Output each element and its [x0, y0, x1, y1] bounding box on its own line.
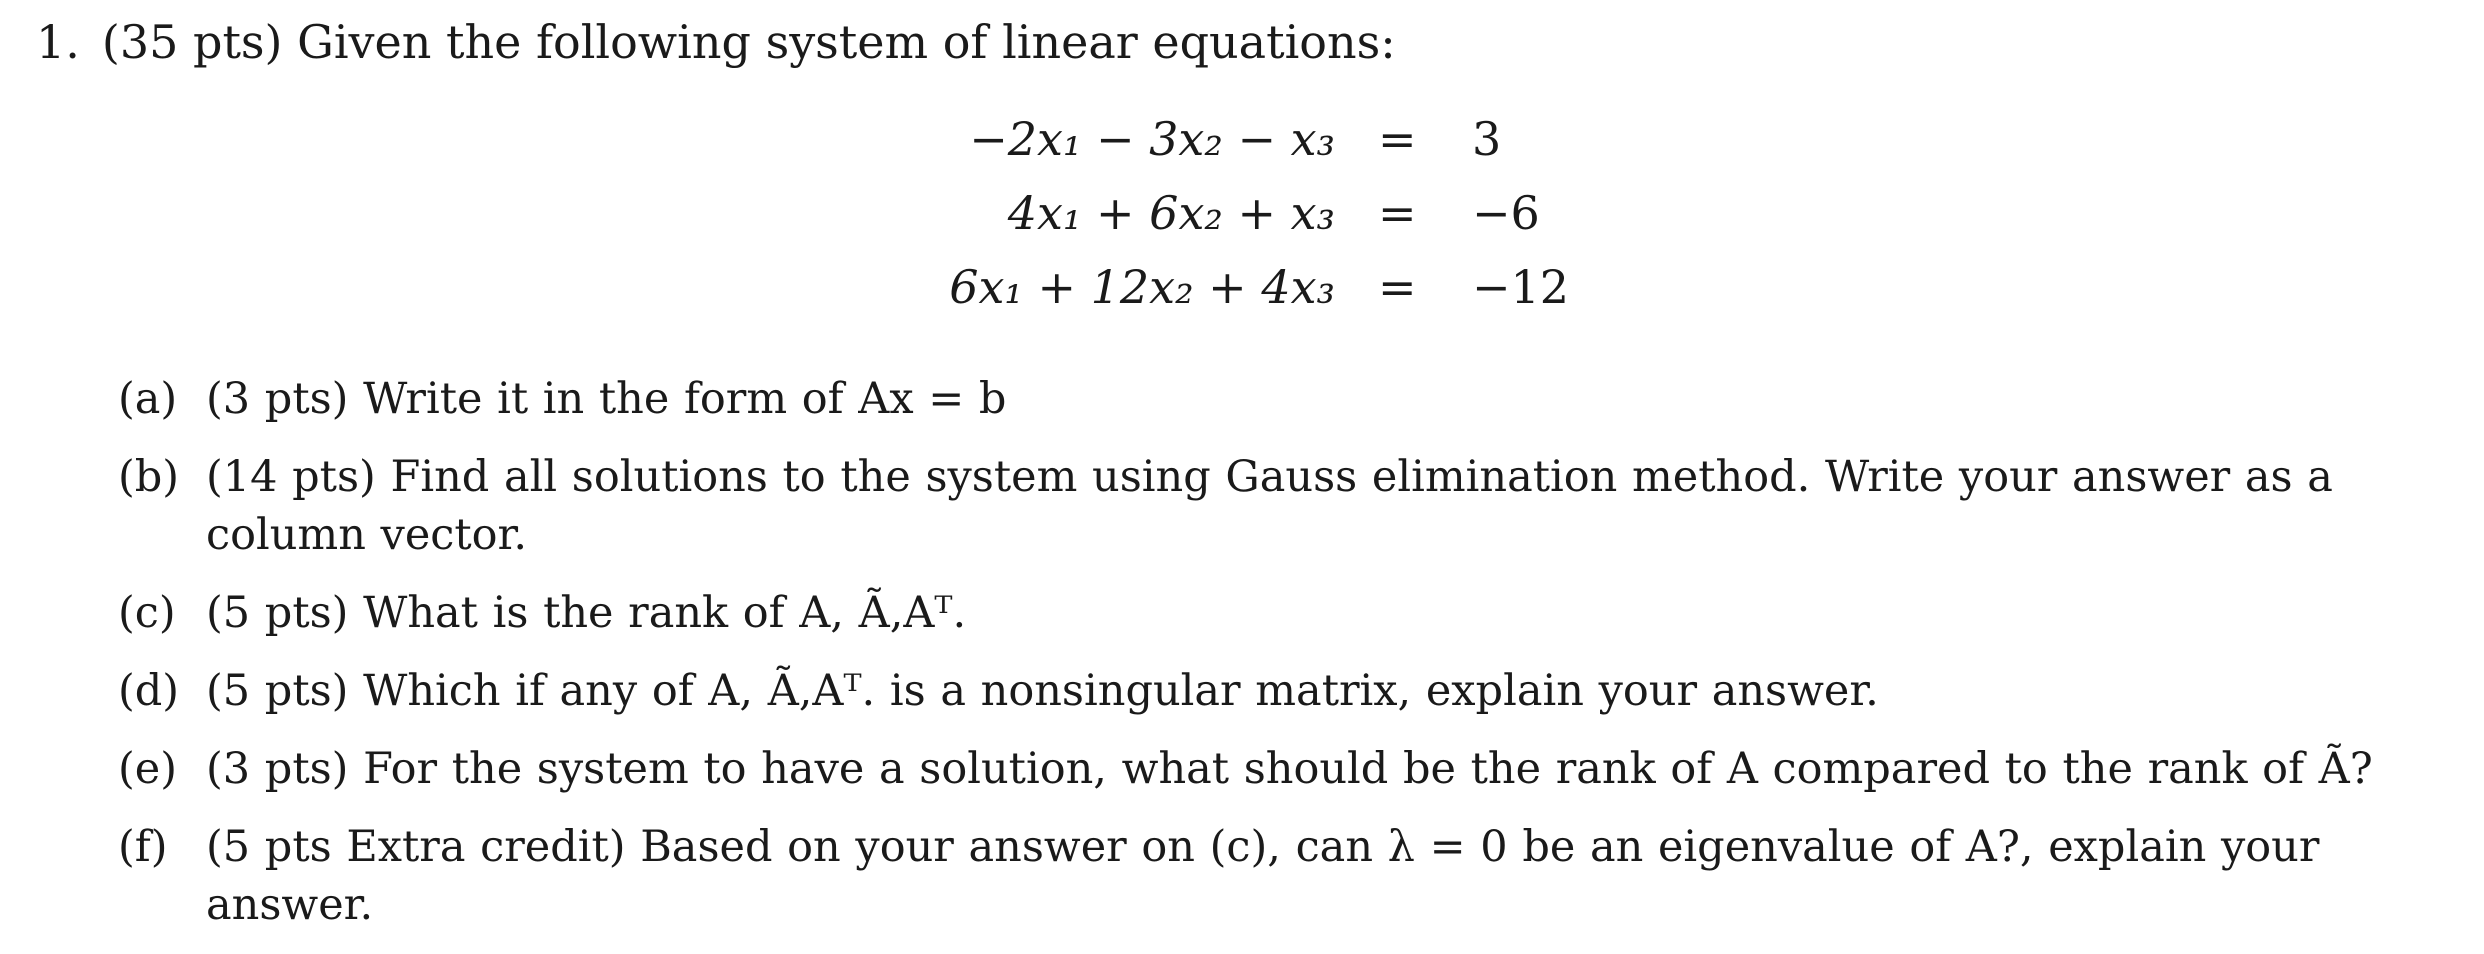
problem-header — [36, 10, 1396, 74]
part-text: (5 pts) Which if any of A, Ã,Aᵀ. is a nonsingular matrix, explain your answer. — [206, 666, 1879, 716]
part-text: (3 pts) Write it in the form of Ax = b — [206, 374, 1007, 424]
part-text: (14 pts) Find all solutions to the system using Gauss elimination method. Write your answer as a column vector. — [206, 452, 2333, 560]
question-parts — [118, 370, 2458, 954]
equation-lhs: −2x₁ − 3x₂ − x₃ — [969, 112, 1335, 166]
equation-lhs: 4x₁ + 6x₂ + x₃ — [1007, 186, 1335, 240]
equals-sign: = — [1378, 112, 1417, 166]
problem-heading: (35 pts) Given the following system of linear equations: — [101, 15, 1396, 69]
part-text: (5 pts Extra credit) Based on your answer on (c), can λ = 0 be an eigenvalue of A?, explain your answer. — [206, 822, 2320, 930]
equals-sign: = — [1378, 260, 1417, 314]
part-text: (5 pts) What is the rank of A, Ã,Aᵀ. — [206, 588, 967, 638]
question-part-f — [118, 818, 2458, 934]
part-label: (f) — [118, 822, 168, 872]
equals-sign: = — [1378, 186, 1417, 240]
question-part-b — [118, 448, 2458, 564]
equation-rhs: 3 — [1472, 112, 1502, 166]
equation-row — [900, 112, 1660, 186]
part-label: (a) — [118, 374, 178, 424]
question-part-a — [118, 370, 2458, 428]
part-label: (b) — [118, 452, 180, 502]
equation-row — [900, 186, 1660, 260]
equation-rhs: −12 — [1472, 260, 1570, 314]
question-part-d — [118, 662, 2458, 720]
part-label: (e) — [118, 744, 177, 794]
part-text: (3 pts) For the system to have a solution, what should be the rank of A compared to the rank of Ã? — [206, 744, 2373, 794]
equation-system — [900, 112, 1660, 334]
equation-rhs: −6 — [1472, 186, 1540, 240]
question-part-e — [118, 740, 2458, 798]
problem-number: 1. — [36, 15, 80, 69]
question-part-c — [118, 584, 2458, 642]
part-label: (c) — [118, 588, 176, 638]
equation-row — [900, 260, 1660, 334]
equation-lhs: 6x₁ + 12x₂ + 4x₃ — [949, 260, 1335, 314]
part-label: (d) — [118, 666, 180, 716]
